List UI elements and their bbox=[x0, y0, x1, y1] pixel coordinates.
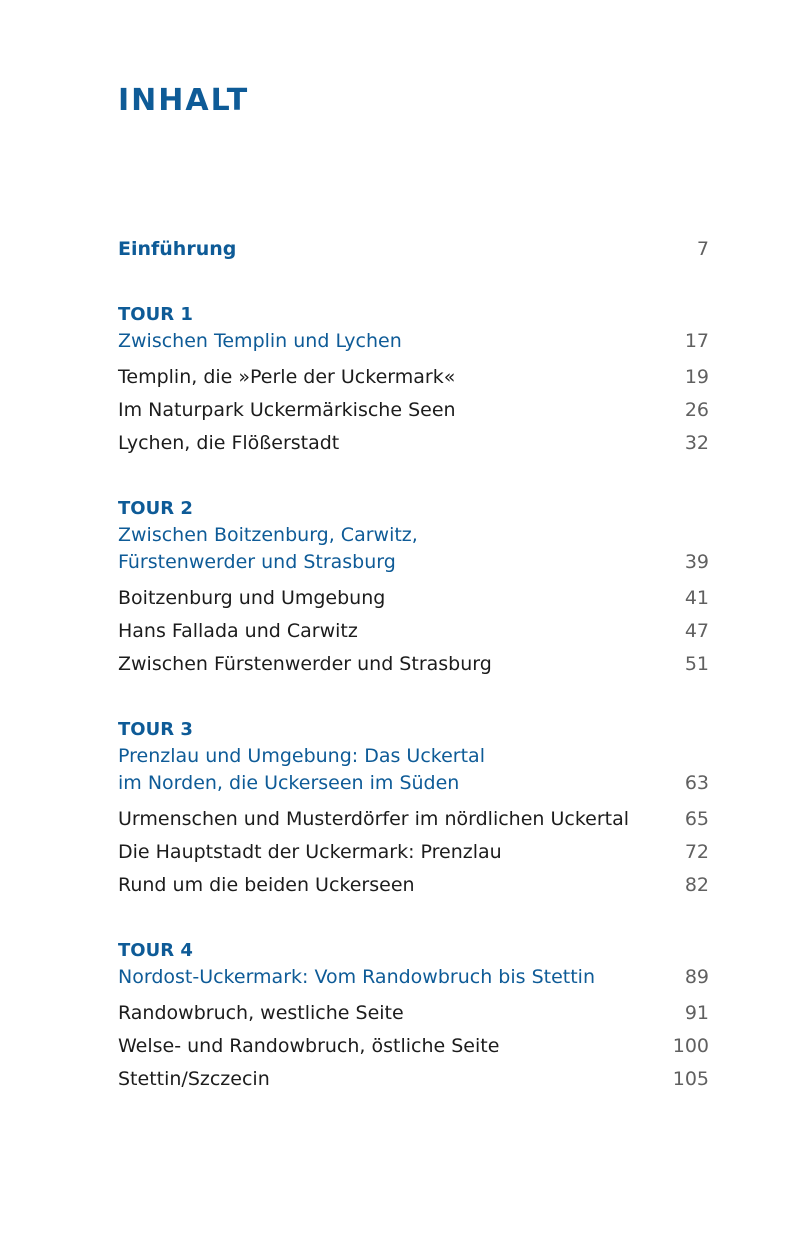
toc-page-number: 39 bbox=[684, 551, 709, 573]
toc-entry-label: Zwischen Fürstenwerder und Strasburg bbox=[118, 653, 492, 675]
toc-page-number: 63 bbox=[684, 772, 709, 794]
tour-title-line: Nordost-Uckermark: Vom Randowbruch bis Stettin bbox=[118, 966, 595, 988]
toc-entry[interactable] bbox=[118, 361, 709, 394]
tour-entries bbox=[118, 361, 709, 460]
toc-entry[interactable] bbox=[118, 582, 709, 615]
toc-page-number: 105 bbox=[672, 1068, 709, 1090]
toc-page-number: 47 bbox=[684, 620, 709, 642]
tour-section-4 bbox=[118, 937, 709, 1096]
toc-entry-introduction[interactable] bbox=[118, 233, 709, 266]
tour-title-line-2[interactable] bbox=[118, 549, 709, 576]
toc-page-number: 7 bbox=[696, 238, 709, 260]
toc-page-number: 32 bbox=[684, 432, 709, 454]
tour-title-line: Fürstenwerder und Strasburg bbox=[118, 551, 396, 573]
toc-entry-label: Stettin/Szczecin bbox=[118, 1068, 270, 1090]
toc-entry-label: Urmenschen und Musterdörfer im nördlichen Uckertal bbox=[118, 808, 630, 830]
tour-title[interactable] bbox=[118, 328, 709, 355]
tour-section-3 bbox=[118, 716, 709, 902]
toc-entry[interactable] bbox=[118, 615, 709, 648]
tour-label: TOUR 2 bbox=[118, 498, 193, 519]
toc-entry[interactable] bbox=[118, 1063, 709, 1096]
toc-page-number: 26 bbox=[684, 399, 709, 421]
toc-page-number: 100 bbox=[672, 1035, 709, 1057]
toc-page-number: 19 bbox=[684, 366, 709, 388]
toc-entry[interactable] bbox=[118, 648, 709, 681]
tour-title-line-1[interactable] bbox=[118, 522, 709, 549]
tour-title-line: Prenzlau und Umgebung: Das Uckertal bbox=[118, 745, 485, 767]
tour-title-line-2[interactable] bbox=[118, 770, 709, 797]
toc-entry-label: Randowbruch, westliche Seite bbox=[118, 1002, 404, 1024]
tour-entries bbox=[118, 803, 709, 902]
page-title: INHALT bbox=[118, 83, 250, 118]
toc-page-number: 91 bbox=[684, 1002, 709, 1024]
toc-entry-label: Die Hauptstadt der Uckermark: Prenzlau bbox=[118, 841, 502, 863]
toc-page-number: 72 bbox=[684, 841, 709, 863]
tour-title-line: im Norden, die Uckerseen im Süden bbox=[118, 772, 460, 794]
toc-page-number: 41 bbox=[684, 587, 709, 609]
tour-entries bbox=[118, 582, 709, 681]
toc-entry[interactable] bbox=[118, 394, 709, 427]
tour-section-2 bbox=[118, 495, 709, 681]
tour-title-line-1[interactable] bbox=[118, 743, 709, 770]
toc-entry[interactable] bbox=[118, 1030, 709, 1063]
toc-entry-label: Hans Fallada und Carwitz bbox=[118, 620, 358, 642]
toc-entry[interactable] bbox=[118, 997, 709, 1030]
toc-entry[interactable] bbox=[118, 869, 709, 902]
tour-title-line: Zwischen Boitzenburg, Carwitz, bbox=[118, 524, 418, 546]
toc-entry-label: Templin, die »Perle der Uckermark« bbox=[118, 366, 456, 388]
toc-entry[interactable] bbox=[118, 836, 709, 869]
tour-label: TOUR 4 bbox=[118, 940, 193, 961]
toc-entry[interactable] bbox=[118, 427, 709, 460]
toc-entry-label: Lychen, die Flößerstadt bbox=[118, 432, 340, 454]
toc-page-number: 82 bbox=[684, 874, 709, 896]
toc-entry-label: Rund um die beiden Uckerseen bbox=[118, 874, 415, 896]
toc-page-number: 17 bbox=[684, 330, 709, 352]
toc-entry-label: Welse- und Randowbruch, östliche Seite bbox=[118, 1035, 500, 1057]
table-of-contents bbox=[118, 233, 709, 1096]
tour-title[interactable] bbox=[118, 964, 709, 991]
tour-label: TOUR 3 bbox=[118, 719, 193, 740]
toc-entry[interactable] bbox=[118, 803, 709, 836]
tour-label: TOUR 1 bbox=[118, 304, 193, 325]
toc-page-number: 65 bbox=[684, 808, 709, 830]
tour-entries bbox=[118, 997, 709, 1096]
toc-entry-label: Im Naturpark Uckermärkische Seen bbox=[118, 399, 456, 421]
toc-page-number: 51 bbox=[684, 653, 709, 675]
toc-page-number: 89 bbox=[684, 966, 709, 988]
tour-title-line: Zwischen Templin und Lychen bbox=[118, 330, 402, 352]
tour-section-1 bbox=[118, 301, 709, 460]
toc-entry-label: Boitzenburg und Umgebung bbox=[118, 587, 386, 609]
toc-entry-label: Einführung bbox=[118, 238, 237, 260]
